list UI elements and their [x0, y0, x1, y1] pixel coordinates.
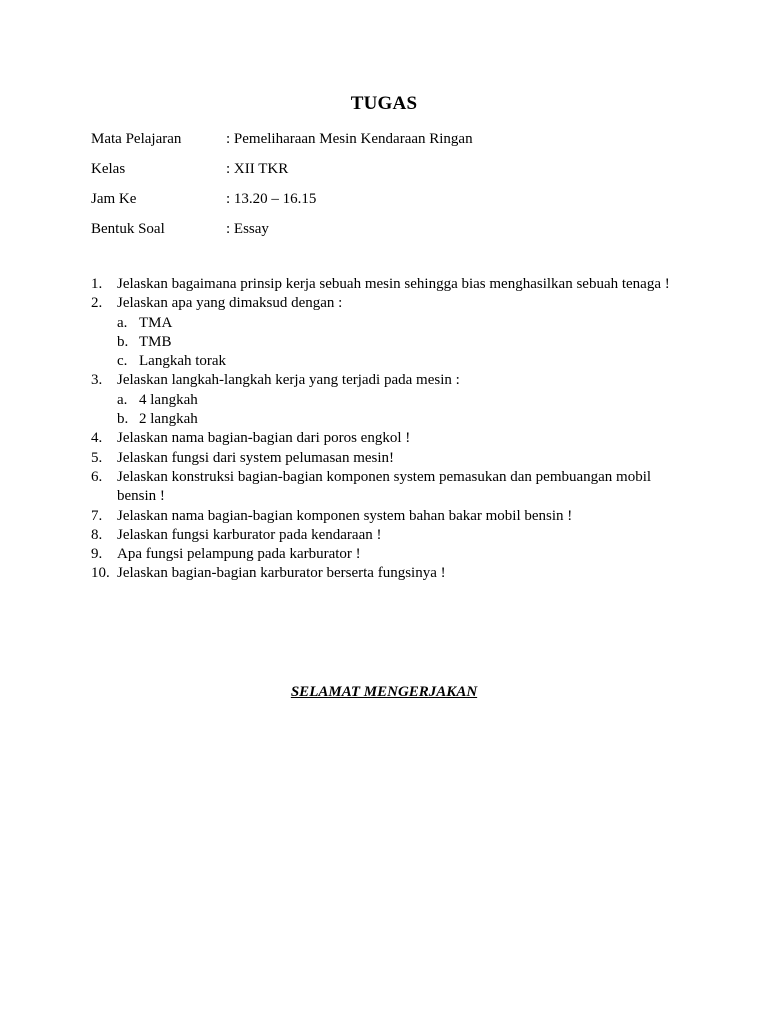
closing-message: SELAMAT MENGERJAKAN: [290, 684, 478, 700]
question-text: Jelaskan nama bagian-bagian dari poros engkol !: [117, 430, 411, 447]
question-number: 5.: [91, 449, 103, 466]
sub-question-item: [117, 391, 691, 410]
sub-question-text: 4 langkah: [139, 391, 198, 408]
sub-question-text: 2 langkah: [139, 411, 198, 428]
sub-question-item: [117, 410, 691, 429]
page-title: TUGAS: [350, 93, 418, 114]
info-label: Jam Ke: [91, 191, 137, 207]
question-list: [91, 275, 691, 584]
question-item: [91, 468, 691, 507]
sub-question-letter: b.: [117, 411, 129, 428]
sub-question-item: [117, 352, 691, 371]
question-number: 8.: [91, 526, 103, 543]
sub-question-list: [117, 391, 691, 430]
question-number: 2.: [91, 295, 103, 312]
question-text: Apa fungsi pelampung pada karburator !: [117, 546, 361, 563]
question-number: 1.: [91, 276, 103, 292]
question-text: Jelaskan fungsi dari system pelumasan mesin!: [117, 449, 395, 466]
info-value: : Essay: [226, 221, 269, 237]
sub-question-letter: c.: [117, 353, 128, 370]
info-row-class: [91, 158, 473, 188]
question-item: [91, 507, 691, 526]
question-text: Jelaskan konstruksi bagian-bagian komponen system pemasukan dan pembuangan mobil bensin !: [117, 468, 652, 505]
info-value: : XII TKR: [226, 161, 289, 177]
question-item: [91, 371, 691, 429]
sub-question-item: [117, 314, 691, 333]
question-item: [91, 449, 691, 468]
question-number: 4.: [91, 430, 103, 447]
question-item: [91, 275, 691, 294]
sub-question-item: [117, 333, 691, 352]
info-value: : Pemeliharaan Mesin Kendaraan Ringan: [226, 131, 473, 147]
question-number: 6.: [91, 468, 103, 485]
question-item: [91, 294, 691, 371]
sub-question-text: Langkah torak: [139, 353, 227, 370]
question-number: 10.: [91, 565, 110, 582]
sub-question-letter: a.: [117, 391, 128, 408]
question-text: Jelaskan bagaimana prinsip kerja sebuah mesin sehingga bias menghasilkan sebuah tenaga !: [117, 276, 670, 292]
info-label: Bentuk Soal: [91, 221, 165, 237]
question-text: Jelaskan fungsi karburator pada kendaraan !: [117, 526, 382, 543]
question-text: Jelaskan bagian-bagian karburator berserta fungsinya !: [117, 565, 446, 582]
info-label: Kelas: [91, 161, 126, 177]
sub-question-letter: b.: [117, 333, 129, 350]
question-item: [91, 429, 691, 448]
question-text: Jelaskan nama bagian-bagian komponen system bahan bakar mobil bensin !: [117, 507, 573, 524]
question-number: 3.: [91, 372, 103, 389]
sub-question-letter: a.: [117, 314, 128, 331]
question-text: Jelaskan langkah-langkah kerja yang terjadi pada mesin :: [117, 372, 460, 389]
sub-question-text: TMA: [139, 314, 173, 331]
question-item: [91, 564, 691, 583]
info-row-question-type: [91, 218, 473, 248]
assignment-info: [91, 128, 473, 248]
info-value: : 13.20 – 16.15: [226, 191, 317, 207]
info-row-subject: [91, 128, 473, 158]
sub-question-list: [117, 314, 691, 372]
question-item: [91, 526, 691, 545]
question-item: [91, 545, 691, 564]
question-number: 9.: [91, 546, 103, 563]
info-row-hours: [91, 188, 473, 218]
question-text: Jelaskan apa yang dimaksud dengan :: [117, 295, 343, 312]
sub-question-text: TMB: [139, 333, 172, 350]
info-label: Mata Pelajaran: [91, 131, 182, 147]
question-number: 7.: [91, 507, 103, 524]
